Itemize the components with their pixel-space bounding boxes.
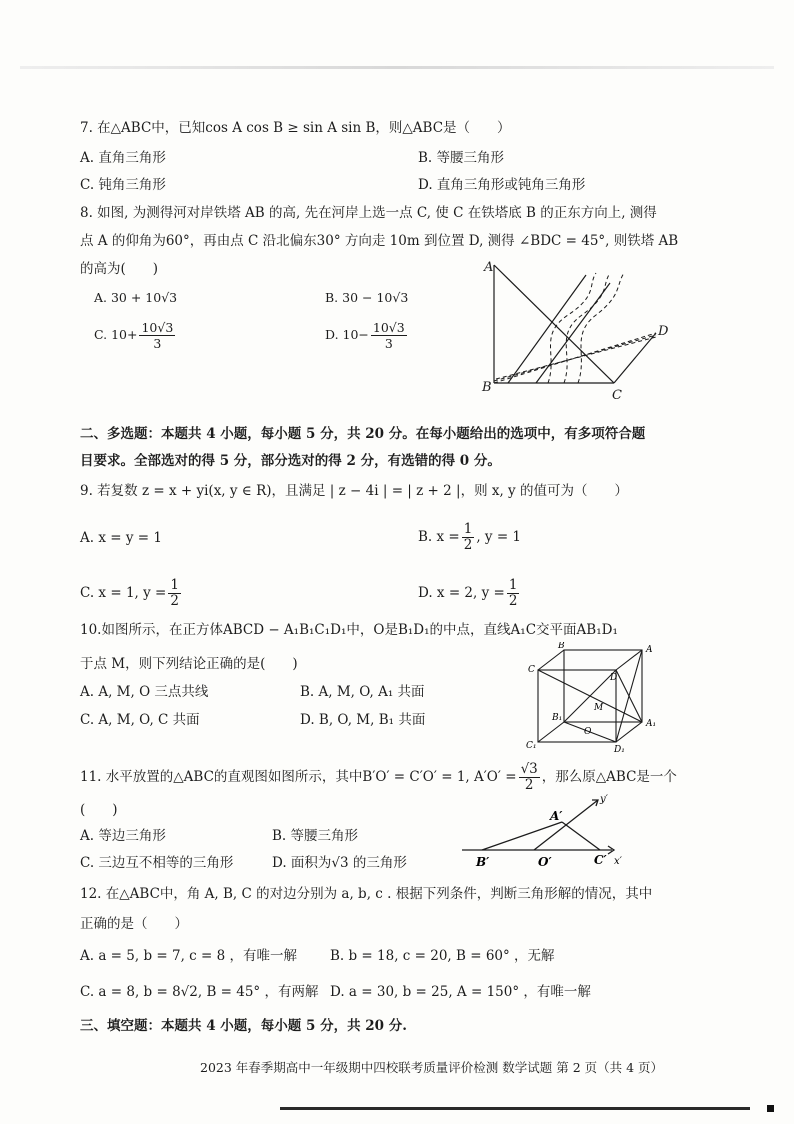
river-curve-1 [548,273,596,383]
q9-option-b [418,522,521,553]
cube-label-c1: C₁ [526,741,537,751]
q8-stem-line1: 8. 如图, 为测得河对岸铁塔 AB 的高, 先在河岸上选一点 C, 使 C 在铁塔底 B 的正东方向上, 测得 [80,205,657,221]
q9-option-d-fraction [507,578,520,609]
q9-option-d-prefix: D. x = 2, y = [418,585,505,601]
q7-option-a: A. 直角三角形 [80,150,166,166]
fig8-label-c: C [612,388,622,403]
fraction-numerator: 10√3 [372,320,405,335]
q10-option-d: D. B, O, M, B₁ 共面 [300,712,426,728]
q9-option-b-fraction [462,522,475,553]
line-cd [614,333,656,383]
fraction-denominator: 3 [153,336,162,351]
q8-tower-figure [478,255,678,405]
q9-option-b-suffix: , y = 1 [476,529,522,545]
scan-bottom-edge [280,1107,750,1110]
q11-option-d: D. 面积为√3 的三角形 [272,855,407,871]
cube-edge-tr [616,650,642,670]
cube-label-c: C [528,665,535,675]
q8-stem-line3: 的高为( ) [80,261,159,277]
q9-option-b-prefix: B. x = [418,529,460,545]
q11-stem-line2: ( ) [80,802,118,818]
fraction-denominator: 2 [170,593,179,609]
line-a-d1 [616,650,642,742]
fraction-denominator: 2 [463,537,473,553]
section-3-heading: 三、填空题：本题共 4 小题，每小题 5 分，共 20 分. [80,1018,407,1034]
line-d-b1 [564,670,616,722]
q12-option-c: C. a = 8, b = 8√2, B = 45° ，有两解 [80,984,319,1000]
q7-option-d: D. 直角三角形或钝角三角形 [418,177,586,193]
segment-b-a [482,822,562,850]
dashed-line-2 [494,335,656,381]
q11-option-b: B. 等腰三角形 [272,828,359,844]
q11-stem-suffix: ，那么原△ABC是一个 [541,769,677,785]
q8-option-d-fraction [371,320,407,351]
fraction-numerator: √3 [520,761,538,777]
q8-stem-line2: 点 A 的仰角为60°，再由点 C 沿北偏东30° 方向走 10m 到位置 D, 测得 ∠BDC = 45°, 则铁塔 AB [80,233,679,249]
line-ac [494,265,614,383]
q12-option-b: B. b = 18, c = 20, B = 60° ，无解 [330,948,555,964]
q11-option-c: C. 三边互不相等的三角形 [80,855,234,871]
q8-option-c-fraction [139,320,175,351]
segment-a-c [562,822,600,850]
cube-edge-br [616,722,642,742]
fig8-label-a: A [484,260,494,275]
cube-label-d: D [610,673,618,683]
q9-option-c-fraction [168,578,181,609]
cube-label-d1: D₁ [614,745,625,752]
fig11-label-a: A′ [550,809,563,823]
q10-stem-line1: 10.如图所示，在正方体ABCD − A₁B₁C₁D₁中，O是B₁D₁的中点，直线A₁C交平面AB₁D₁ [80,622,618,638]
cube-label-m: M [594,703,604,713]
fraction-denominator: 3 [384,336,393,351]
fraction-numerator: 1 [170,577,179,593]
fraction-denominator: 2 [508,593,518,609]
riverbank-line-1 [508,275,586,383]
q10-cube-figure [524,642,664,752]
fig11-label-y: y′ [600,794,608,805]
q8-option-b: B. 30 − 10√3 [325,290,409,305]
cube-label-o: O [584,727,592,737]
q9-option-a: A. x = y = 1 [80,530,162,546]
q9-option-c-prefix: C. x = 1, y = [80,585,167,601]
q10-option-c: C. A, M, O, C 共面 [80,712,200,728]
fig11-label-o: O′ [538,855,552,869]
q9-option-c [80,578,183,609]
cube-edge-bl [538,722,564,742]
fig11-label-x: x′ [614,856,622,867]
q7-option-c: C. 钝角三角形 [80,177,166,193]
q7-stem: 7. 在△ABC中，已知cos A cos B ≥ sin A sin B，则△ABC是（ ） [80,120,511,136]
section-2-heading-line1: 二、多选题：本题共 4 小题，每小题 5 分，共 20 分。在每小题给出的选项中，有多项符合题 [80,426,646,442]
q11-intuitive-figure [462,786,634,872]
q12-option-d: D. a = 30, b = 25, A = 150° ，有唯一解 [330,984,591,1000]
q8-option-a: A. 30 + 10√3 [94,290,178,305]
section-2-heading-line2: 目要求。全部选对的得 5 分，部分选对的得 2 分，有选错的得 0 分。 [80,453,501,469]
q8-option-c [94,320,177,351]
cube-label-a: A [646,645,653,655]
q12-option-a: A. a = 5, b = 7, c = 8 ，有唯一解 [80,948,297,964]
scan-top-edge [20,66,774,69]
fig8-label-d: D [658,324,669,339]
fig11-label-b: B′ [476,855,490,869]
q8-option-d [325,320,409,351]
scan-marker [767,1105,774,1112]
fraction-numerator: 1 [508,577,518,593]
fig8-label-b: B [482,380,492,395]
river-curve-3 [578,273,624,383]
fraction-denominator: 2 [524,777,534,793]
page-footer: 2023 年春季期高中一年级期中四校联考质量评价检测 数学试题 第 2 页（共 4 页） [200,1060,664,1075]
cube-label-a1: A₁ [646,719,657,729]
fig11-label-c: C′ [594,853,607,867]
cube-front-face [538,670,616,742]
q12-stem-line1: 12. 在△ABC中，角 A, B, C 的对边分别为 a, b, c . 根据下列条件，判断三角形解的情况，其中 [80,886,653,902]
q12-stem-line2: 正确的是（ ） [80,916,188,932]
fraction-numerator: 10√3 [141,320,174,335]
q8-option-d-prefix: D. 10− [325,327,369,342]
q7-option-b: B. 等腰三角形 [418,150,505,166]
q9-option-d [418,578,521,609]
river-curve-2 [564,273,610,383]
q9-stem: 9. 若复数 z = x + yi(x, y ∈ R)，且满足 | z − 4i | = | z + 2 |，则 x, y 的值可为（ ） [80,483,628,499]
q10-option-a: A. A, M, O 三点共线 [80,684,209,700]
q11-stem-prefix: 11. 水平放置的△ABC的直观图如图所示，其中B′O′ = C′O′ = 1, A′O′ = [80,769,517,785]
q10-option-b: B. A, M, O, A₁ 共面 [300,684,425,700]
cube-label-b1: B₁ [552,713,563,723]
q8-option-c-prefix: C. 10+ [94,327,138,342]
fraction-numerator: 1 [463,521,473,537]
cube-label-b: B [558,642,565,651]
q11-option-a: A. 等边三角形 [80,828,166,844]
q10-stem-line2: 于点 M，则下列结论正确的是( ) [80,656,298,672]
cube-edge-tl [538,650,564,670]
